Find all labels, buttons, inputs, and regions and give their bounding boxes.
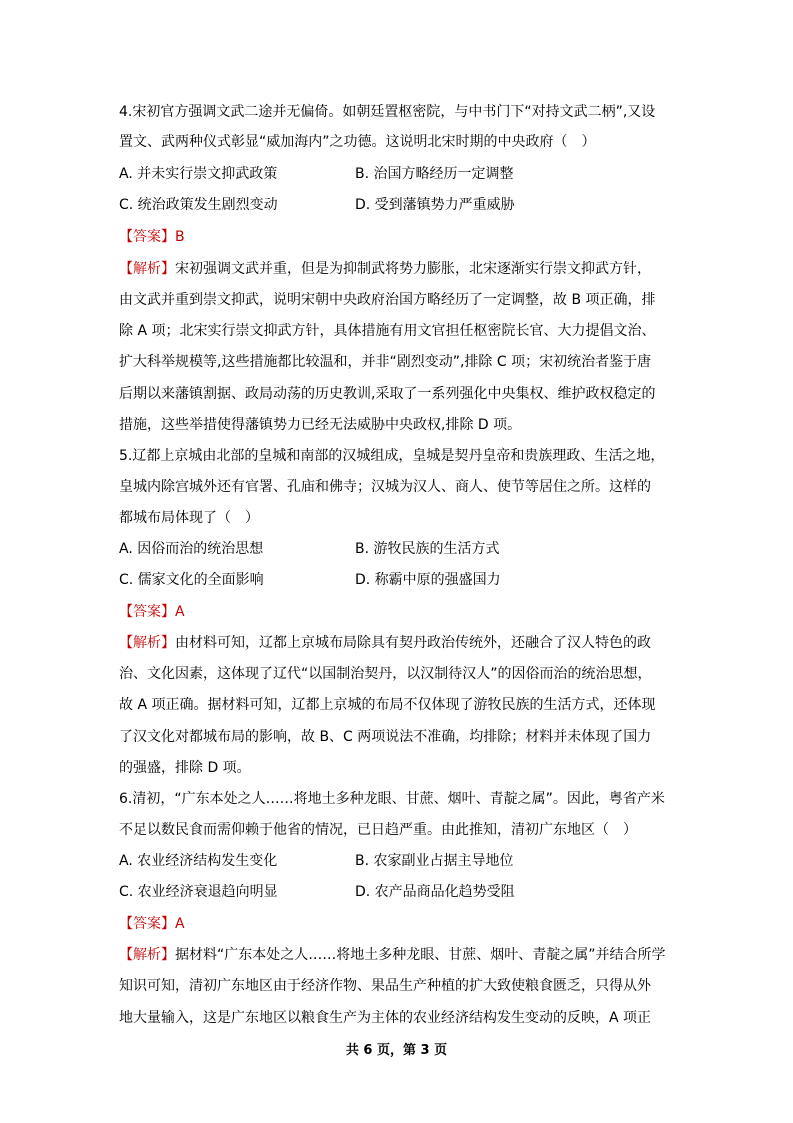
analysis-tag: 【解析】	[119, 635, 175, 651]
question-6-analysis-line-2: 知识可知，清初广东地区由于经济作物、果品生产种植的扩大致使粮食匮乏，只得从外	[119, 978, 651, 994]
question-5-answer	[119, 602, 185, 622]
question-5-analysis-line-4: 了汉文化对都城布局的影响，故 B、C 两项说法不准确，均排除；材料并未体现了国力	[119, 729, 652, 745]
question-6-answer	[119, 914, 185, 934]
answer-tag: 【答案】	[119, 229, 175, 245]
question-6-analysis-line-3: 地大量输入，这是广东地区以粮食生产为主体的农业经济结构发生变动的反映，A 项正	[119, 1010, 652, 1026]
question-4-answer	[119, 227, 185, 247]
question-6-stem-line-1: 6.清初，“广东本处之人……将地土多种龙眼、甘蔗、烟叶、青靛之属”。因此，粤省产米	[119, 791, 665, 807]
question-4-option-c: C. 统治政策发生剧烈变动	[119, 197, 278, 213]
question-5-option-b: B. 游牧民族的生活方式	[355, 541, 500, 557]
question-5-stem-line-3: 都城布局体现了（ ）	[119, 510, 259, 526]
question-5-analysis-line-5: 的强盛，排除 D 项。	[119, 760, 251, 776]
question-6-option-b: B. 农家副业占据主导地位	[355, 853, 514, 869]
question-5-stem-line-1: 5.辽都上京城由北部的皇城和南部的汉城组成，皇城是契丹皇帝和贵族理政、生活之地，	[119, 448, 665, 464]
question-4-option-b: B. 治国方略经历一定调整	[355, 166, 514, 182]
question-4-option-a: A. 并未实行崇文抑武政策	[119, 166, 278, 182]
answer-value: A	[175, 916, 185, 932]
question-6-option-d: D. 农产品商品化趋势受阻	[355, 884, 515, 900]
analysis-text: 据材料“广东本处之人……将地土多种龙眼、甘蔗、烟叶、青靛之属”并结合所学	[175, 947, 666, 963]
question-4-analysis-line-6: 措施，这些举措使得藩镇势力已经无法威胁中央政权,排除 D 项。	[119, 417, 522, 433]
answer-value: B	[175, 229, 185, 245]
question-6-option-a: A. 农业经济结构发生变化	[119, 853, 278, 869]
question-5-analysis-line-1	[119, 633, 651, 653]
question-5-option-a: A. 因俗而治的统治思想	[119, 541, 264, 557]
question-4-analysis-line-5: 后期以来藩镇割据、政局动荡的历史教训,采取了一系列强化中央集权、维护政权稳定的	[119, 386, 656, 402]
analysis-tag: 【解析】	[119, 261, 175, 277]
page-footer: 共 6 页，第 3 页	[345, 1043, 448, 1058]
question-4-analysis-line-2: 由文武并重到崇文抑武，说明宋朝中央政府治国方略经历了一定调整，故 B 项正确，排	[119, 292, 656, 308]
question-4-stem-line-1: 4.宋初官方强调文武二途并无偏倚。如朝廷置枢密院，与中书门下“对持文武二柄”,又设	[119, 104, 656, 120]
question-5-stem-line-2: 皇城内除宫城外还有官署、孔庙和佛寺；汉城为汉人、商人、使节等居住之所。这样的	[119, 479, 651, 495]
answer-tag: 【答案】	[119, 916, 175, 932]
question-5-analysis-line-2: 治、文化因素，这体现了辽代“以国制治契丹，以汉制待汉人”的因俗而治的统治思想，	[119, 666, 652, 682]
question-5-option-d: D. 称霸中原的强盛国力	[355, 572, 501, 588]
question-6-stem-line-2: 不足以数民食而需仰赖于他省的情况，已日趋严重。由此推知，清初广东地区（ ）	[119, 822, 637, 838]
answer-value: A	[175, 604, 185, 620]
answer-tag: 【答案】	[119, 604, 175, 620]
question-5-option-c: C. 儒家文化的全面影响	[119, 572, 264, 588]
question-5-analysis-line-3: 故 A 项正确。据材料可知，辽都上京城的布局不仅体现了游牧民族的生活方式，还体现	[119, 697, 656, 713]
question-4-analysis-line-4: 扩大科举规模等,这些措施都比较温和，并非“剧烈变动”,排除 C 项；宋初统治者鉴于唐	[119, 354, 652, 370]
question-6-analysis-line-1	[119, 945, 666, 965]
analysis-text: 宋初强调文武并重，但是为抑制武将势力膨胀，北宋逐渐实行崇文抑武方针，	[175, 261, 651, 277]
question-4-analysis-line-3: 除 A 项；北宋实行崇文抑武方针，具体措施有用文官担任枢密院长官、大力提倡文治、	[119, 323, 656, 339]
question-6-option-c: C. 农业经济衰退趋向明显	[119, 884, 278, 900]
question-4-analysis-line-1	[119, 259, 651, 279]
question-4-option-d: D. 受到藩镇势力严重威胁	[355, 197, 515, 213]
analysis-tag: 【解析】	[119, 947, 175, 963]
analysis-text: 由材料可知，辽都上京城布局除具有契丹政治传统外，还融合了汉人特色的政	[175, 635, 651, 651]
question-4-stem-line-2: 置文、武两种仪式彰显“威加海内”之功德。这说明北宋时期的中央政府（ ）	[119, 134, 596, 150]
